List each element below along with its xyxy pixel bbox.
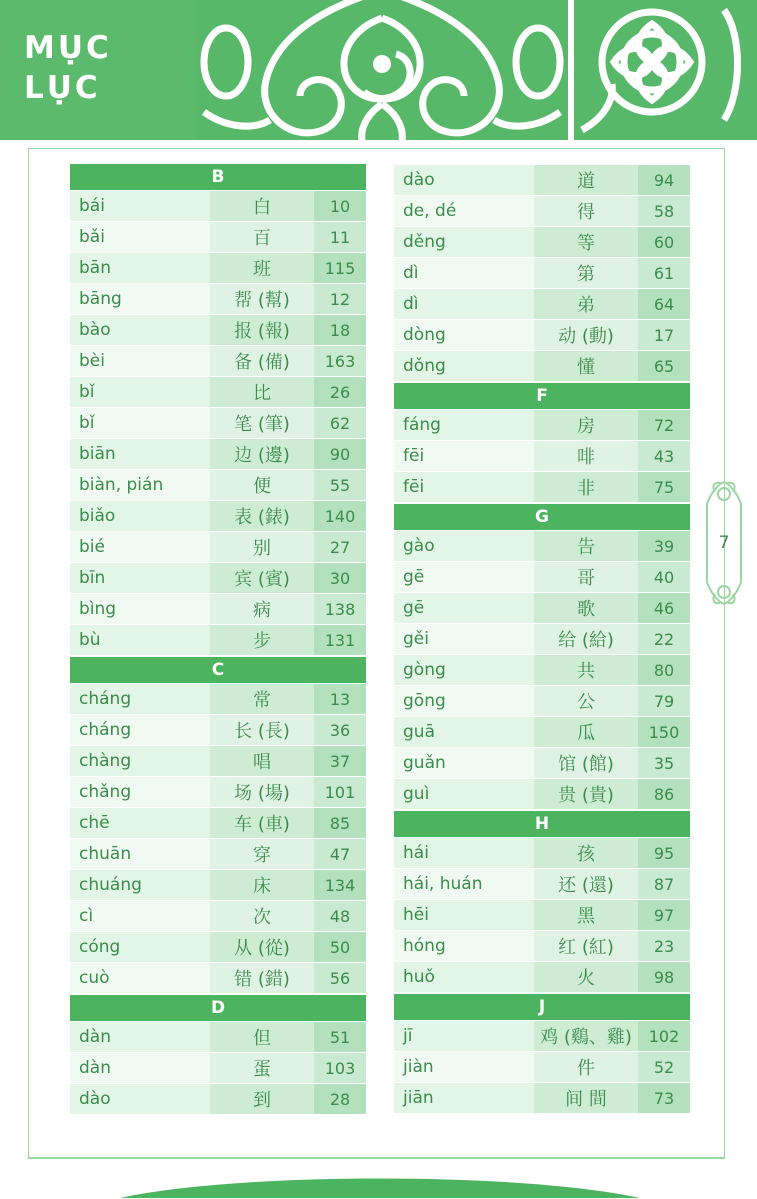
entry-hanzi: 比 (210, 377, 314, 407)
entry-page-number: 60 (638, 227, 690, 257)
entry-pinyin: hái, huán (394, 869, 534, 899)
index-entry-row[interactable] (394, 289, 690, 319)
footer-ornament-icon (120, 1172, 640, 1199)
entry-hanzi: 便 (210, 470, 314, 500)
entry-pinyin: chē (70, 808, 210, 838)
entry-hanzi: 得 (534, 196, 638, 226)
entry-hanzi: 报 (報) (210, 315, 314, 345)
entry-pinyin: huǒ (394, 962, 534, 992)
entry-pinyin: bīn (70, 563, 210, 593)
entry-page-number: 90 (314, 439, 366, 469)
entry-pinyin: jiàn (394, 1052, 534, 1082)
entry-pinyin: dì (394, 258, 534, 288)
entry-hanzi: 啡 (534, 441, 638, 471)
entry-hanzi: 长 (長) (210, 715, 314, 745)
entry-hanzi: 第 (534, 258, 638, 288)
entry-pinyin: děng (394, 227, 534, 257)
entry-pinyin: guǎn (394, 748, 534, 778)
entry-hanzi: 笔 (筆) (210, 408, 314, 438)
entry-hanzi: 蛋 (210, 1053, 314, 1083)
entry-pinyin: gào (394, 531, 534, 561)
page-bottom-rule (28, 1158, 725, 1159)
index-entry-row[interactable] (70, 870, 366, 900)
index-entry-row[interactable] (70, 1084, 366, 1114)
entry-pinyin: fēi (394, 472, 534, 502)
index-entry-row[interactable] (70, 625, 366, 655)
entry-hanzi: 表 (錶) (210, 501, 314, 531)
index-entry-row[interactable] (394, 869, 690, 899)
entry-page-number: 131 (314, 625, 366, 655)
entry-hanzi: 常 (210, 684, 314, 714)
letter-heading-d: D (70, 995, 366, 1021)
entry-page-number: 61 (638, 258, 690, 288)
entry-hanzi: 给 (給) (534, 624, 638, 654)
page-title: MỤC LỤC (24, 30, 112, 106)
index-entry-row[interactable] (394, 931, 690, 961)
entry-pinyin: biān (70, 439, 210, 469)
entry-hanzi: 班 (210, 253, 314, 283)
entry-pinyin: cháng (70, 684, 210, 714)
entry-hanzi: 别 (210, 532, 314, 562)
entry-pinyin: gē (394, 593, 534, 623)
entry-hanzi: 穿 (210, 839, 314, 869)
entry-hanzi: 唱 (210, 746, 314, 776)
letter-heading-b: B (70, 164, 366, 190)
entry-hanzi: 备 (備) (210, 346, 314, 376)
entry-hanzi: 非 (534, 472, 638, 502)
entry-page-number: 72 (638, 410, 690, 440)
entry-page-number: 94 (638, 165, 690, 195)
entry-pinyin: cì (70, 901, 210, 931)
entry-pinyin: bìng (70, 594, 210, 624)
entry-pinyin: cóng (70, 932, 210, 962)
letter-heading-f: F (394, 383, 690, 409)
index-entry-row[interactable] (394, 900, 690, 930)
index-entry-row[interactable] (394, 1083, 690, 1113)
entry-hanzi: 贵 (貴) (534, 779, 638, 809)
entry-page-number: 103 (314, 1053, 366, 1083)
index-entry-row[interactable] (394, 227, 690, 257)
index-entry-row[interactable] (394, 962, 690, 992)
letter-heading-g: G (394, 504, 690, 530)
entry-page-number: 39 (638, 531, 690, 561)
entry-page-number: 48 (314, 901, 366, 931)
entry-hanzi: 哥 (534, 562, 638, 592)
entry-pinyin: bái (70, 191, 210, 221)
letter-heading-j: J (394, 994, 690, 1020)
entry-hanzi: 等 (534, 227, 638, 257)
entry-page-number: 18 (314, 315, 366, 345)
entry-page-number: 47 (314, 839, 366, 869)
entry-hanzi: 病 (210, 594, 314, 624)
entry-page-number: 97 (638, 900, 690, 930)
entry-pinyin: gē (394, 562, 534, 592)
entry-pinyin: hóng (394, 931, 534, 961)
index-entry-row[interactable] (394, 686, 690, 716)
page-number-tab (701, 478, 747, 608)
entry-page-number: 62 (314, 408, 366, 438)
entry-pinyin: bào (70, 315, 210, 345)
index-entry-row[interactable] (70, 439, 366, 469)
entry-pinyin: chuáng (70, 870, 210, 900)
entry-hanzi: 馆 (館) (534, 748, 638, 778)
entry-page-number: 52 (638, 1052, 690, 1082)
entry-hanzi: 错 (錯) (210, 963, 314, 993)
index-entry-row[interactable] (70, 839, 366, 869)
index-entry-row[interactable] (394, 165, 690, 195)
entry-page-number: 73 (638, 1083, 690, 1113)
entry-page-number: 36 (314, 715, 366, 745)
entry-pinyin: bǐ (70, 408, 210, 438)
entry-hanzi: 百 (210, 222, 314, 252)
entry-page-number: 75 (638, 472, 690, 502)
entry-hanzi: 到 (210, 1084, 314, 1114)
entry-page-number: 10 (314, 191, 366, 221)
index-entry-row[interactable] (394, 1021, 690, 1051)
entry-page-number: 115 (314, 253, 366, 283)
entry-pinyin: dàn (70, 1053, 210, 1083)
entry-pinyin: chuān (70, 839, 210, 869)
entry-page-number: 22 (638, 624, 690, 654)
entry-page-number: 95 (638, 838, 690, 868)
entry-hanzi: 告 (534, 531, 638, 561)
entry-pinyin: biàn, pián (70, 470, 210, 500)
page-number: 7 (718, 533, 730, 553)
entry-page-number: 17 (638, 320, 690, 350)
entry-hanzi: 红 (紅) (534, 931, 638, 961)
index-entry-row[interactable] (394, 838, 690, 868)
index-entry-row[interactable] (394, 593, 690, 623)
entry-pinyin: gòng (394, 655, 534, 685)
entry-hanzi: 件 (534, 1052, 638, 1082)
index-entry-row[interactable] (70, 684, 366, 714)
entry-page-number: 134 (314, 870, 366, 900)
entry-hanzi: 公 (534, 686, 638, 716)
entry-pinyin: jiān (394, 1083, 534, 1113)
entry-hanzi: 步 (210, 625, 314, 655)
entry-pinyin: gōng (394, 686, 534, 716)
entry-hanzi: 懂 (534, 351, 638, 381)
entry-page-number: 102 (638, 1021, 690, 1051)
index-entry-row[interactable] (70, 284, 366, 314)
index-entry-row[interactable] (70, 808, 366, 838)
entry-hanzi: 间 間 (534, 1083, 638, 1113)
entry-page-number: 12 (314, 284, 366, 314)
entry-hanzi: 歌 (534, 593, 638, 623)
entry-pinyin: bǐ (70, 377, 210, 407)
entry-hanzi: 动 (動) (534, 320, 638, 350)
entry-pinyin: hēi (394, 900, 534, 930)
index-entry-row[interactable] (70, 346, 366, 376)
entry-page-number: 26 (314, 377, 366, 407)
index-entry-row[interactable] (394, 1052, 690, 1082)
entry-hanzi: 道 (534, 165, 638, 195)
entry-pinyin: dǒng (394, 351, 534, 381)
entry-pinyin: gěi (394, 624, 534, 654)
entry-page-number: 86 (638, 779, 690, 809)
entry-page-number: 56 (314, 963, 366, 993)
index-entry-row[interactable] (394, 655, 690, 685)
header-title-panel (0, 0, 196, 140)
entry-hanzi: 从 (從) (210, 932, 314, 962)
entry-hanzi: 瓜 (534, 717, 638, 747)
entry-pinyin: fēi (394, 441, 534, 471)
entry-page-number: 50 (314, 932, 366, 962)
entry-hanzi: 边 (邊) (210, 439, 314, 469)
entry-hanzi: 鸡 (鷄、雞) (534, 1021, 638, 1051)
index-entry-row[interactable] (70, 901, 366, 931)
entry-pinyin: cuò (70, 963, 210, 993)
entry-pinyin: jī (394, 1021, 534, 1051)
index-entry-row[interactable] (70, 1053, 366, 1083)
index-entry-row[interactable] (70, 377, 366, 407)
entry-page-number: 80 (638, 655, 690, 685)
index-entry-row[interactable] (394, 562, 690, 592)
index-entry-row[interactable] (394, 531, 690, 561)
index-entry-row[interactable] (70, 746, 366, 776)
entry-page-number: 13 (314, 684, 366, 714)
entry-page-number: 11 (314, 222, 366, 252)
entry-page-number: 30 (314, 563, 366, 593)
arabesque-ornament-icon (196, 0, 568, 140)
entry-hanzi: 但 (210, 1022, 314, 1052)
letter-heading-h: H (394, 811, 690, 837)
entry-hanzi: 弟 (534, 289, 638, 319)
index-entry-row[interactable] (70, 191, 366, 221)
entry-pinyin: biǎo (70, 501, 210, 531)
entry-page-number: 150 (638, 717, 690, 747)
index-entry-row[interactable] (394, 258, 690, 288)
entry-pinyin: chǎng (70, 777, 210, 807)
entry-pinyin: dòng (394, 320, 534, 350)
index-entry-row[interactable] (394, 320, 690, 350)
entry-page-number: 55 (314, 470, 366, 500)
entry-pinyin: fáng (394, 410, 534, 440)
entry-pinyin: cháng (70, 715, 210, 745)
entry-hanzi: 火 (534, 962, 638, 992)
entry-page-number: 101 (314, 777, 366, 807)
index-entry-row[interactable] (70, 532, 366, 562)
entry-pinyin: chàng (70, 746, 210, 776)
index-entry-row[interactable] (70, 594, 366, 624)
entry-pinyin: hái (394, 838, 534, 868)
page-header (0, 0, 757, 148)
entry-pinyin: dàn (70, 1022, 210, 1052)
entry-page-number: 51 (314, 1022, 366, 1052)
entry-hanzi: 车 (車) (210, 808, 314, 838)
index-entry-row[interactable] (394, 196, 690, 226)
entry-hanzi: 白 (210, 191, 314, 221)
index-entry-row[interactable] (70, 315, 366, 345)
entry-page-number: 85 (314, 808, 366, 838)
index-entry-row[interactable] (70, 222, 366, 252)
entry-hanzi: 黑 (534, 900, 638, 930)
entry-page-number: 65 (638, 351, 690, 381)
index-column-left (70, 164, 366, 1114)
index-entry-row[interactable] (70, 408, 366, 438)
arabesque-medallion-icon (574, 0, 757, 140)
entry-page-number: 43 (638, 441, 690, 471)
index-entry-row[interactable] (394, 717, 690, 747)
entry-pinyin: dào (70, 1084, 210, 1114)
entry-page-number: 140 (314, 501, 366, 531)
entry-pinyin: bié (70, 532, 210, 562)
index-entry-row[interactable] (394, 779, 690, 809)
entry-page-number: 27 (314, 532, 366, 562)
index-entry-row[interactable] (394, 410, 690, 440)
entry-hanzi: 房 (534, 410, 638, 440)
entry-page-number: 28 (314, 1084, 366, 1114)
index-columns (70, 164, 690, 1114)
entry-hanzi: 床 (210, 870, 314, 900)
index-entry-row[interactable] (394, 472, 690, 502)
entry-page-number: 46 (638, 593, 690, 623)
entry-hanzi: 次 (210, 901, 314, 931)
entry-hanzi: 帮 (幫) (210, 284, 314, 314)
entry-pinyin: bù (70, 625, 210, 655)
entry-hanzi: 共 (534, 655, 638, 685)
entry-page-number: 58 (638, 196, 690, 226)
index-entry-row[interactable] (70, 777, 366, 807)
letter-heading-c: C (70, 657, 366, 683)
entry-hanzi: 场 (場) (210, 777, 314, 807)
entry-page-number: 40 (638, 562, 690, 592)
index-entry-row[interactable] (394, 441, 690, 471)
entry-page-number: 64 (638, 289, 690, 319)
index-entry-row[interactable] (70, 1022, 366, 1052)
index-column-right (394, 164, 690, 1114)
entry-page-number: 37 (314, 746, 366, 776)
entry-pinyin: bèi (70, 346, 210, 376)
entry-page-number: 35 (638, 748, 690, 778)
entry-page-number: 138 (314, 594, 366, 624)
entry-page-number: 163 (314, 346, 366, 376)
entry-pinyin: dào (394, 165, 534, 195)
entry-pinyin: bān (70, 253, 210, 283)
entry-page-number: 87 (638, 869, 690, 899)
entry-pinyin: bāng (70, 284, 210, 314)
index-entry-row[interactable] (70, 715, 366, 745)
entry-pinyin: guā (394, 717, 534, 747)
index-entry-row[interactable] (394, 748, 690, 778)
entry-hanzi: 孩 (534, 838, 638, 868)
index-entry-row[interactable] (70, 501, 366, 531)
entry-page-number: 23 (638, 931, 690, 961)
entry-hanzi: 还 (還) (534, 869, 638, 899)
entry-pinyin: guì (394, 779, 534, 809)
index-entry-row[interactable] (394, 624, 690, 654)
entry-hanzi: 宾 (賓) (210, 563, 314, 593)
entry-pinyin: dì (394, 289, 534, 319)
entry-pinyin: bǎi (70, 222, 210, 252)
entry-pinyin: de, dé (394, 196, 534, 226)
index-entry-row[interactable] (70, 932, 366, 962)
index-entry-row[interactable] (70, 563, 366, 593)
index-entry-row[interactable] (70, 470, 366, 500)
index-entry-row[interactable] (70, 963, 366, 993)
entry-page-number: 98 (638, 962, 690, 992)
index-entry-row[interactable] (394, 351, 690, 381)
index-entry-row[interactable] (70, 253, 366, 283)
entry-page-number: 79 (638, 686, 690, 716)
